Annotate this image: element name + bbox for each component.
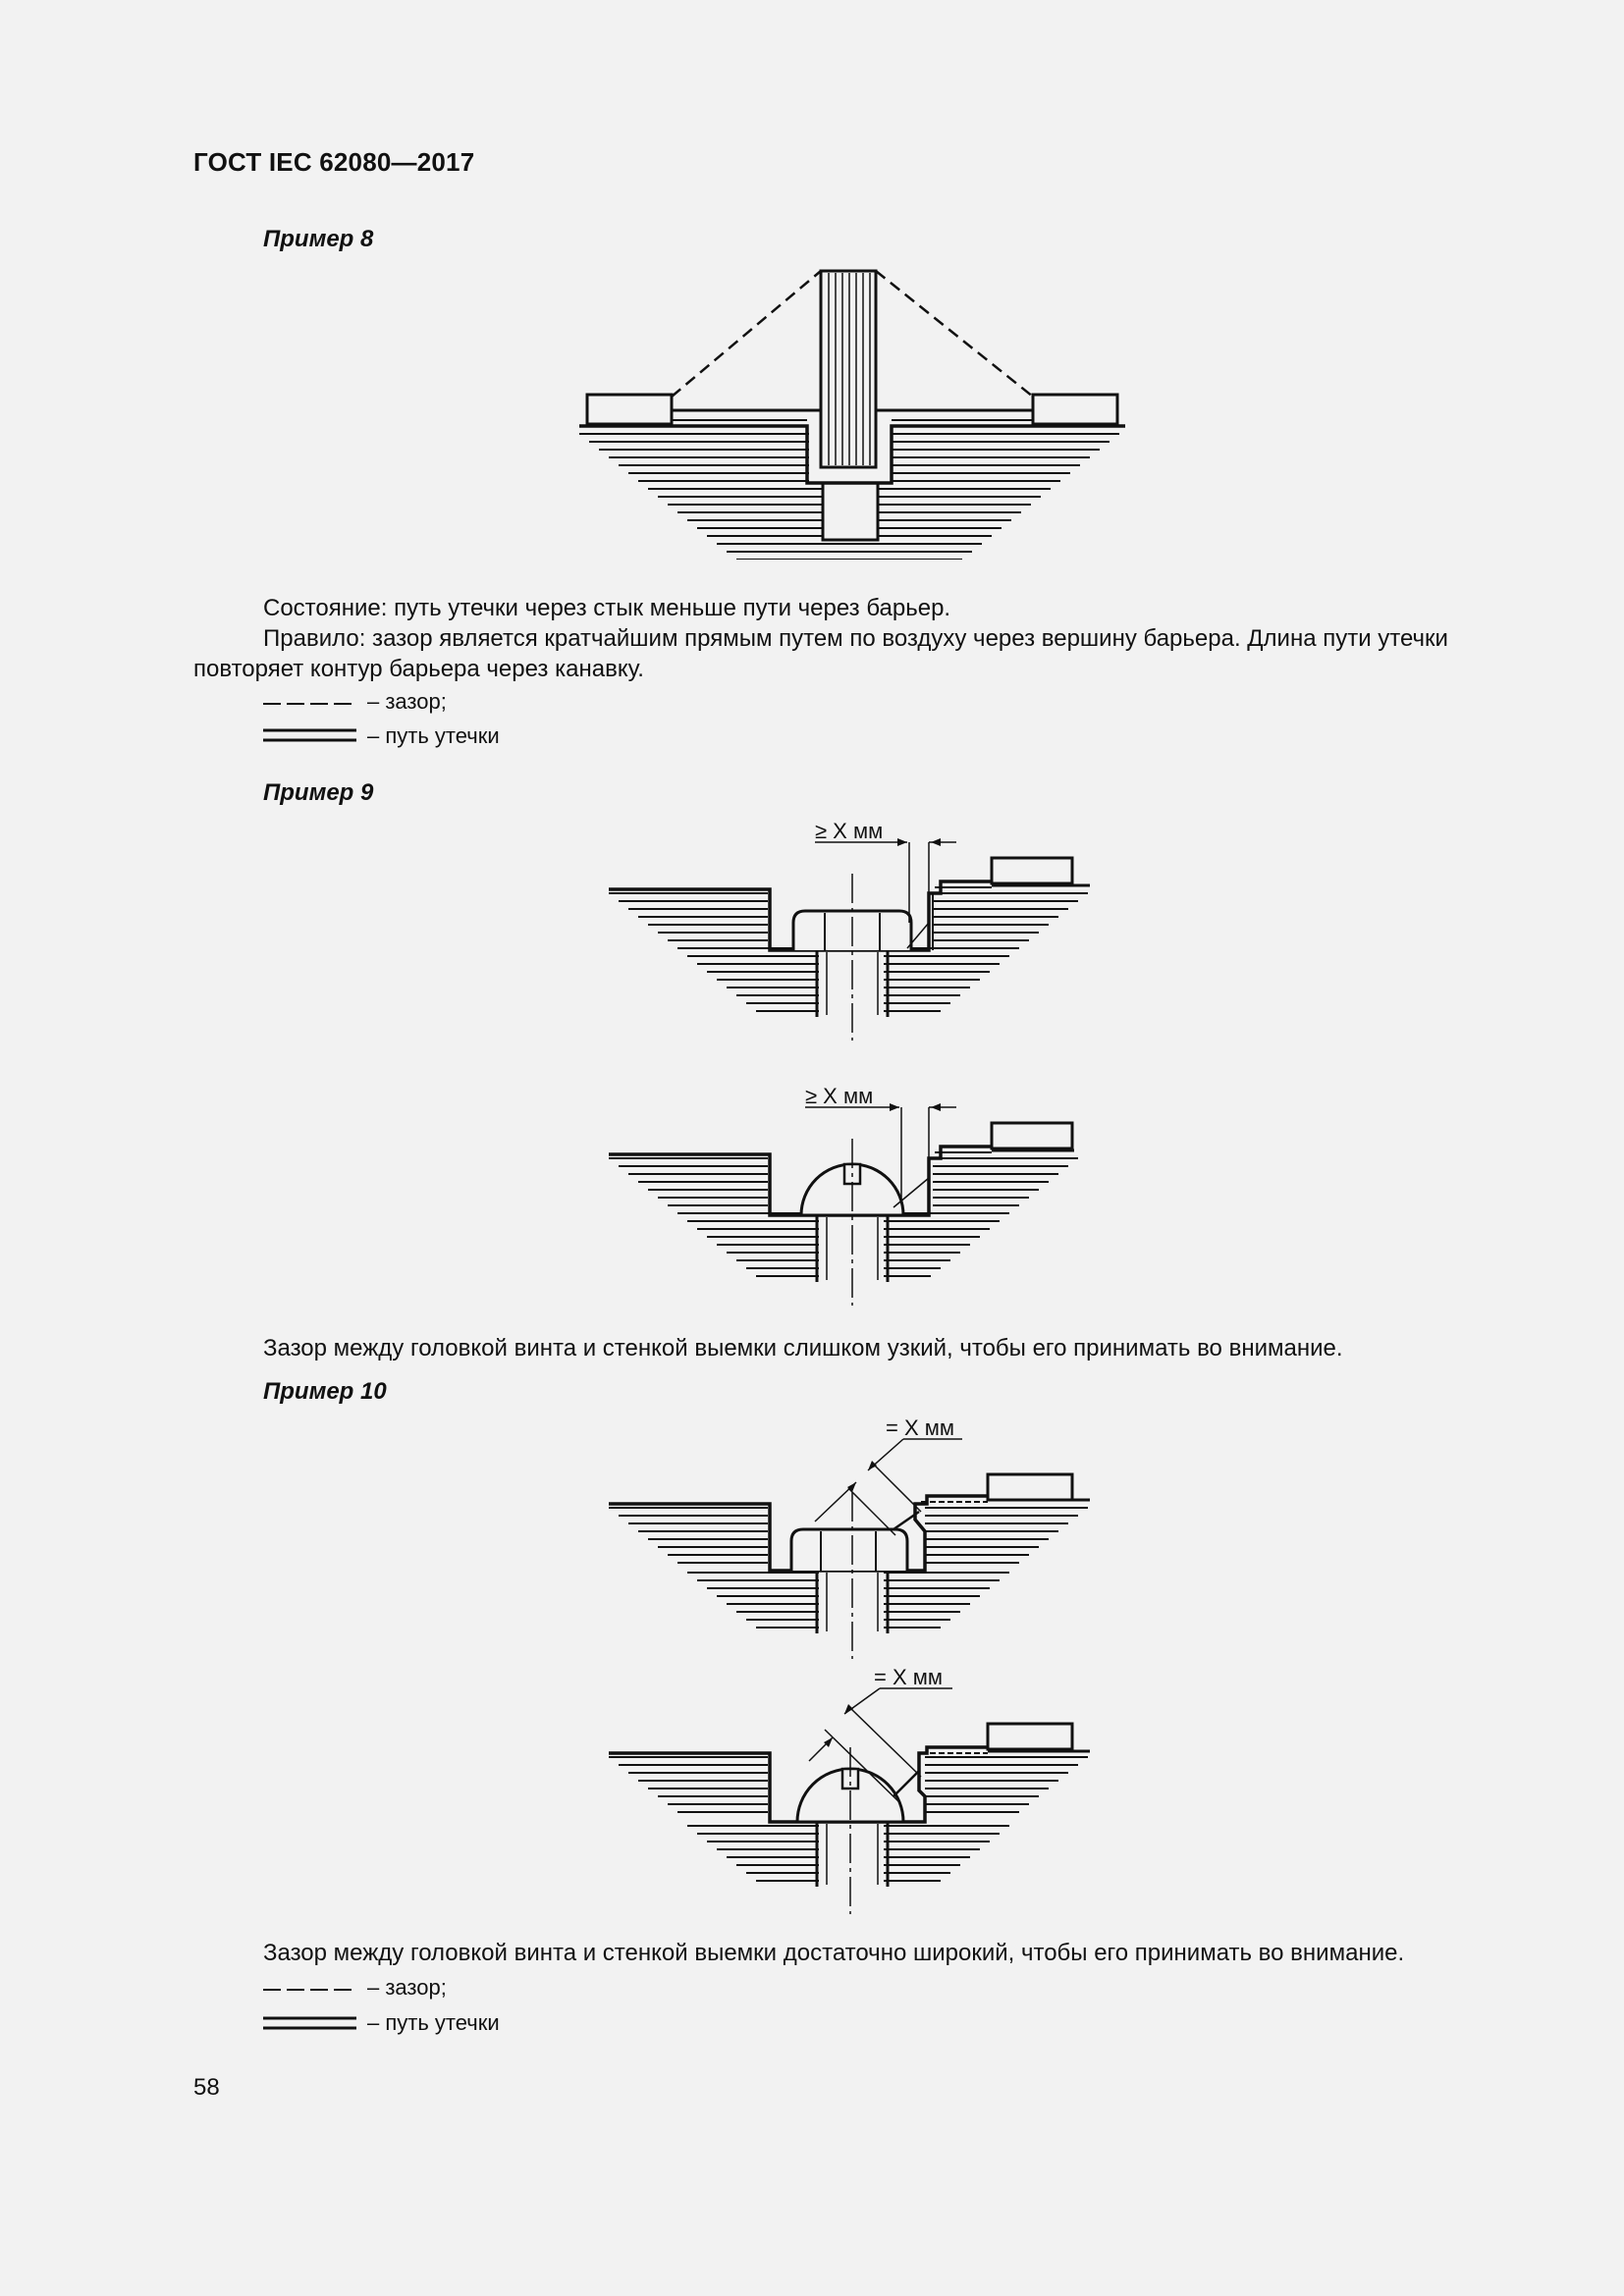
figure-example-8	[579, 265, 1129, 560]
page-number: 58	[193, 2074, 220, 2101]
example-10-heading: Пример 10	[263, 1378, 387, 1405]
legend-gap-dashed-line	[263, 1985, 356, 1995]
example-8-heading: Пример 8	[263, 226, 374, 252]
figure-example-9-round-head	[609, 1080, 1100, 1306]
dimension-label: = X мм	[874, 1669, 943, 1689]
legend-gap-dashed-line	[263, 699, 356, 709]
dimension-label: ≥ X мм	[815, 819, 884, 843]
legend-gap-label: – зазор;	[367, 689, 447, 714]
condition-text: Состояние: путь утечки через стык меньше пути через барьер.	[263, 595, 951, 621]
figure-example-9-hex-head	[609, 815, 1100, 1041]
dimension-label: ≥ X мм	[805, 1084, 874, 1108]
figure-example-10-hex-head	[609, 1414, 1100, 1659]
figure-example-10-round-head	[609, 1669, 1100, 1914]
note-example-9: Зазор между головкой винта и стенкой выемки слишком узкий, чтобы его принимать во внимание.	[263, 1335, 1343, 1362]
legend-creepage-double-line	[263, 727, 356, 743]
rule-text-line-1: Правило: зазор является кратчайшим прямым путем по воздуху через вершину барьера. Длина пути утечки	[263, 625, 1448, 652]
legend-gap-label: – зазор;	[367, 1975, 447, 2000]
example-9-heading: Пример 9	[263, 779, 374, 806]
rule-text-line-2: повторяет контур барьера через канавку.	[193, 656, 644, 682]
legend-creepage-double-line	[263, 2015, 356, 2031]
legend-creepage-label: – путь утечки	[367, 2010, 500, 2035]
note-example-10: Зазор между головкой винта и стенкой выемки достаточно широкий, чтобы его принимать во внимание.	[263, 1940, 1405, 1966]
document-header: ГОСТ IEC 62080—2017	[193, 147, 475, 177]
dimension-label: = X мм	[886, 1415, 954, 1440]
legend-creepage-label: – путь утечки	[367, 723, 500, 748]
